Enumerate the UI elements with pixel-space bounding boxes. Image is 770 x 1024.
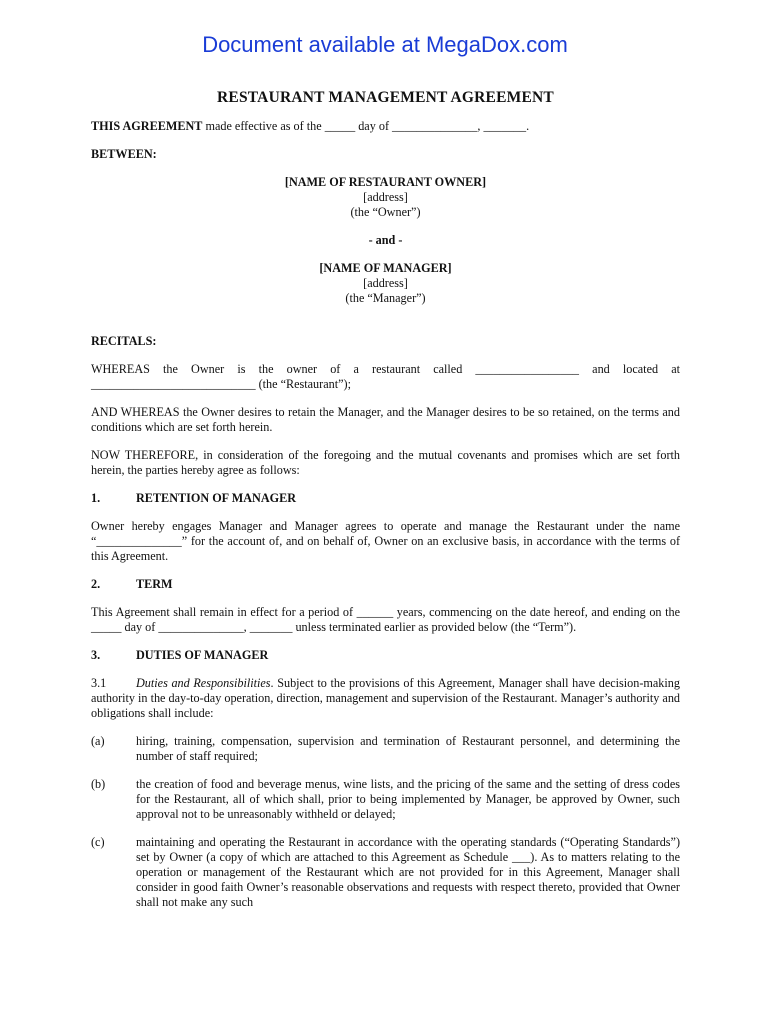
recital-whereas-1: WHEREAS the Owner is the owner of a restaurant called _________________ and located at ___________________________ (the “Restaurant”); (91, 362, 680, 391)
section-2-heading (91, 577, 680, 592)
list-item-a-label: (a) (91, 734, 105, 748)
section-1-title: RETENTION OF MANAGER (136, 491, 297, 505)
owner-alias: (the “Owner”) (350, 205, 421, 219)
manager-alias: (the “Manager”) (345, 291, 426, 305)
list-item-c-text: maintaining and operating the Restaurant in accordance with the operating standards (“Operating Standards”) set by Owner (a copy of which are attached to this Agreement as Schedule ___). As to matters relating to the operation or management of the Restaurant which are not provided for in this Agreement, Manager shall consider in good faith Owner’s reasonable observations and requests with respect thereto, provided that Owner shall not make any such (136, 835, 680, 909)
megadox-banner-link[interactable]: Document available at MegaDox.com (202, 32, 568, 57)
list-item-c-label: (c) (91, 835, 105, 849)
section-2-number: 2. (91, 577, 101, 591)
document-title: RESTAURANT MANAGEMENT AGREEMENT (217, 89, 554, 106)
list-item-a-text: hiring, training, compensation, supervision and termination of Restaurant personnel, and determining the number of staff required; (136, 734, 680, 763)
intro-paragraph (91, 119, 680, 134)
list-item-b (91, 777, 680, 822)
list-item-a (91, 734, 680, 764)
section-3-number: 3. (91, 648, 101, 662)
intro-text: made effective as of the _____ day of ______________, _______. (202, 119, 530, 133)
clause-3-1-heading: Duties and Responsibilities (136, 676, 271, 690)
and-separator: - and - (368, 233, 403, 247)
section-2-body: This Agreement shall remain in effect for a period of ______ years, commencing on the date hereof, and ending on the _____ day of ______________, _______ unless terminated earlier as provided below (the “Term”). (91, 605, 680, 634)
recitals-heading: RECITALS: (91, 334, 157, 348)
document-page (91, 90, 680, 910)
owner-address: [address] (363, 190, 408, 204)
section-2-title: TERM (136, 577, 173, 591)
list-item-c (91, 835, 680, 910)
section-3-title: DUTIES OF MANAGER (136, 648, 269, 662)
manager-name: [NAME OF MANAGER] (319, 261, 452, 275)
clause-3-1 (91, 676, 680, 721)
owner-name: [NAME OF RESTAURANT OWNER] (284, 175, 487, 189)
list-item-b-label: (b) (91, 777, 106, 791)
manager-address: [address] (363, 276, 408, 290)
recital-now-therefore: NOW THEREFORE, in consideration of the foregoing and the mutual covenants and promises which are set forth herein, the parties hereby agree as follows: (91, 448, 680, 477)
section-3-heading (91, 648, 680, 663)
clause-3-1-number: 3.1 (91, 676, 107, 690)
manager-block (91, 261, 680, 306)
section-1-number: 1. (91, 491, 101, 505)
recital-whereas-2: AND WHEREAS the Owner desires to retain the Manager, and the Manager desires to be so retained, on the terms and conditions which are set forth herein. (91, 405, 680, 434)
section-1-heading (91, 491, 680, 506)
clause-3-1-text: . Subject to the provisions of this Agreement, Manager shall have decision-making authority in the day-to-day operation, direction, management and supervision of the Restaurant. Manager’s authority and obligations shall include: (91, 676, 681, 720)
list-item-b-text: the creation of food and beverage menus, wine lists, and the pricing of the same and the setting of dress codes for the Restaurant, all of which shall, prior to being implemented by Manager, be approved by Owner, such approval not to be unreasonably withheld or delayed; (136, 777, 680, 821)
between-label: BETWEEN: (91, 147, 157, 161)
intro-bold: THIS AGREEMENT (91, 119, 203, 133)
section-1-body: Owner hereby engages Manager and Manager agrees to operate and manage the Restaurant under the name “______________” for the account of, and on behalf of, Owner on an exclusive basis, in accordance with the terms of this Agreement. (91, 519, 680, 563)
owner-block (91, 175, 680, 220)
